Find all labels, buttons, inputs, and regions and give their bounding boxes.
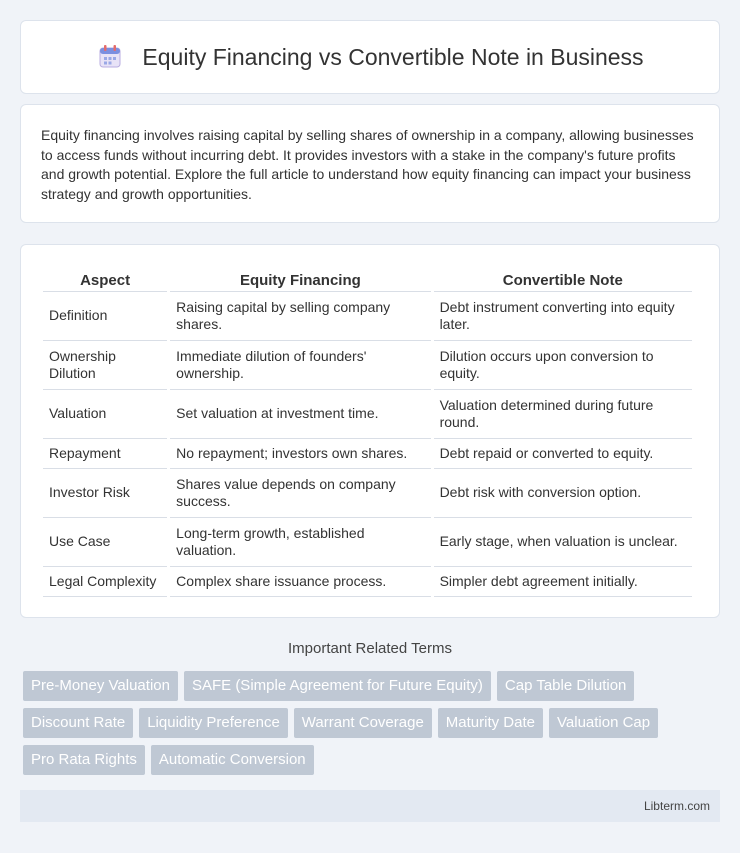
header-equity-financing: Equity Financing: [170, 267, 430, 292]
row-equity: Immediate dilution of founders' ownership.: [170, 341, 430, 390]
row-equity: Long-term growth, established valuation.: [170, 518, 430, 567]
row-convertible: Dilution occurs upon conversion to equity.: [434, 341, 692, 390]
table-row: [43, 439, 692, 469]
row-equity: Shares value depends on company success.: [170, 469, 430, 518]
row-convertible: Debt repaid or converted to equity.: [434, 439, 692, 469]
footer-brand-link[interactable]: Libterm.com: [643, 799, 710, 813]
header-convertible-note: Convertible Note: [434, 267, 692, 292]
calendar-icon: [96, 43, 124, 71]
related-terms-list: [23, 671, 723, 775]
row-equity: Raising capital by selling company shares.: [170, 292, 430, 341]
related-term-tag[interactable]: Liquidity Preference: [139, 708, 288, 738]
comparison-table: [40, 267, 695, 597]
intro-card: [20, 104, 720, 223]
related-term-tag[interactable]: Cap Table Dilution: [497, 671, 634, 701]
header: [96, 43, 643, 71]
row-convertible: Debt instrument converting into equity later.: [434, 292, 692, 341]
row-equity: Complex share issuance process.: [170, 567, 430, 597]
related-term-tag[interactable]: Automatic Conversion: [151, 745, 314, 775]
intro-text: Equity financing involves raising capital by selling shares of ownership in a company, allowing businesses to access funds without incurring debt. It provides investors with a stake in the company's future profits and growth potential. Explore the full article to understand how equity financing can impact your business strategy and growth opportunities.: [41, 127, 694, 202]
row-aspect: Use Case: [43, 518, 167, 567]
footer: [20, 790, 720, 822]
row-equity: No repayment; investors own shares.: [170, 439, 430, 469]
related-term-tag[interactable]: Discount Rate: [23, 708, 133, 738]
row-aspect: Investor Risk: [43, 469, 167, 518]
table-row: [43, 518, 692, 567]
row-convertible: Valuation determined during future round.: [434, 390, 692, 439]
related-term-tag[interactable]: Pro Rata Rights: [23, 745, 145, 775]
row-aspect: Legal Complexity: [43, 567, 167, 597]
row-aspect: Definition: [43, 292, 167, 341]
related-term-tag[interactable]: Maturity Date: [438, 708, 543, 738]
table-row: [43, 341, 692, 390]
table-row: [43, 390, 692, 439]
row-convertible: Early stage, when valuation is unclear.: [434, 518, 692, 567]
related-term-tag[interactable]: Warrant Coverage: [294, 708, 432, 738]
related-term-tag[interactable]: Pre-Money Valuation: [23, 671, 178, 701]
page-title: Equity Financing vs Convertible Note in Business: [142, 43, 644, 70]
related-term-tag[interactable]: Valuation Cap: [549, 708, 658, 738]
row-aspect: Valuation: [43, 390, 167, 439]
table-row: [43, 469, 692, 518]
row-equity: Set valuation at investment time.: [170, 390, 430, 439]
header-card: [20, 20, 720, 94]
row-aspect: Repayment: [43, 439, 167, 469]
comparison-table-card: [20, 244, 720, 618]
related-terms-title: Important Related Terms: [288, 640, 452, 657]
related-term-tag[interactable]: SAFE (Simple Agreement for Future Equity): [184, 671, 491, 701]
row-convertible: Debt risk with conversion option.: [434, 469, 692, 518]
table-row: [43, 292, 692, 341]
header-aspect: Aspect: [43, 267, 167, 292]
row-convertible: Simpler debt agreement initially.: [434, 567, 692, 597]
table-row: [43, 567, 692, 597]
table-header-row: [43, 267, 692, 292]
row-aspect: Ownership Dilution: [43, 341, 167, 390]
